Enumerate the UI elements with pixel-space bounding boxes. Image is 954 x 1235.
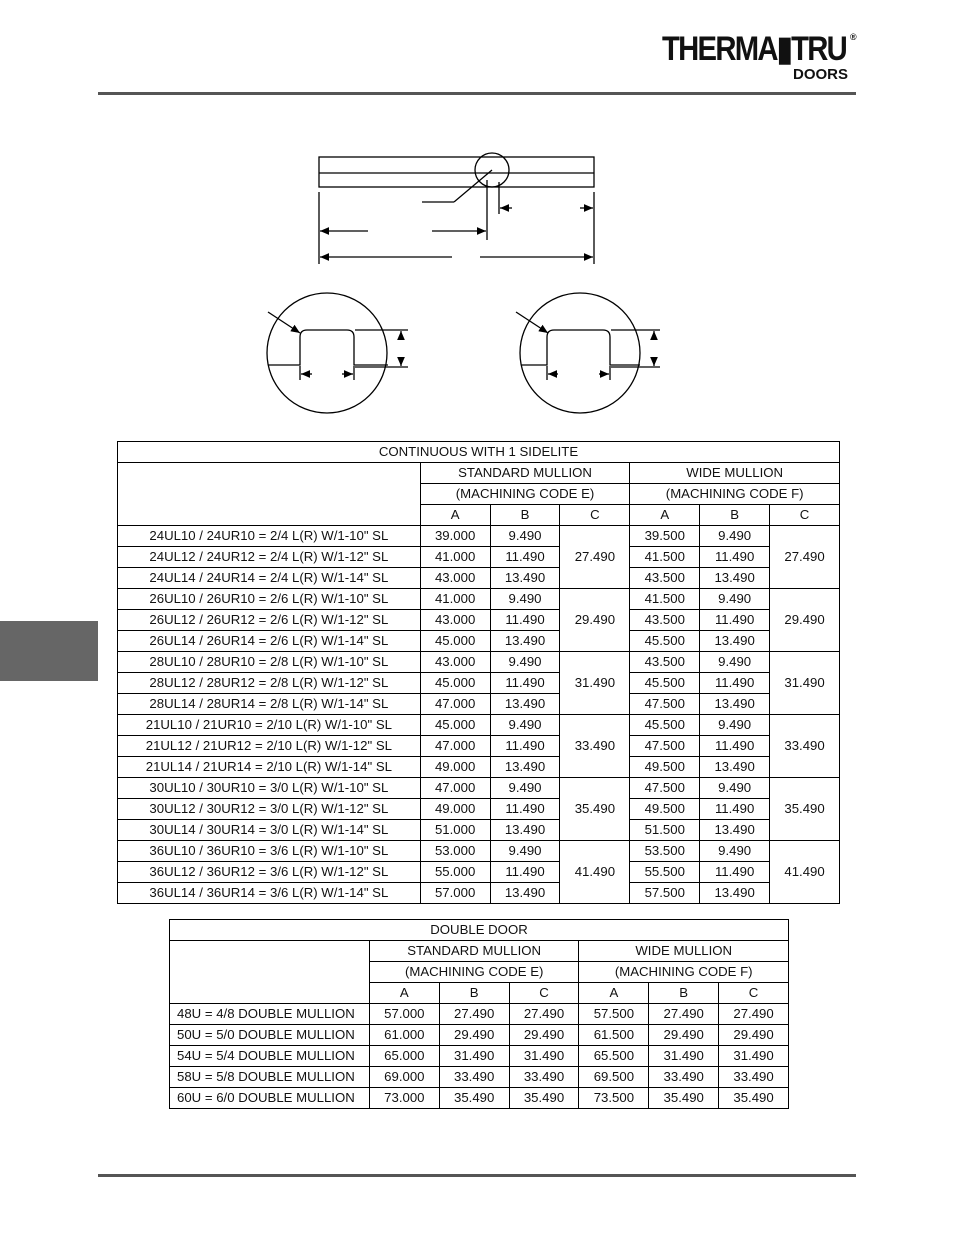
- wide-a-value: 65.500: [579, 1046, 649, 1067]
- wide-b-value: 9.490: [700, 778, 770, 799]
- wide-b-value: 13.490: [700, 568, 770, 589]
- wide-a-value: 39.500: [630, 526, 700, 547]
- standard-b-value: 9.490: [490, 715, 560, 736]
- wide-a-value: 51.500: [630, 820, 700, 841]
- col-header-a: A: [630, 505, 700, 526]
- standard-c-value: 29.490: [509, 1025, 579, 1046]
- wide-machining-code: (MACHINING CODE F): [630, 484, 840, 505]
- standard-mullion-header: STANDARD MULLION: [420, 463, 630, 484]
- col-header-b: B: [649, 983, 719, 1004]
- wide-c-value: 29.490: [770, 589, 840, 652]
- unit-label: 36UL12 / 36UR12 = 3/6 L(R) W/1-12" SL: [118, 862, 421, 883]
- standard-a-value: 69.000: [369, 1067, 439, 1088]
- wide-b-value: 35.490: [649, 1088, 719, 1109]
- standard-c-value: 33.490: [560, 715, 630, 778]
- wide-b-value: 9.490: [700, 526, 770, 547]
- standard-b-value: 27.490: [439, 1004, 509, 1025]
- standard-c-value: 31.490: [509, 1046, 579, 1067]
- detail-wide-mullion: [520, 293, 640, 413]
- table-row: [170, 1025, 789, 1046]
- standard-a-value: 53.000: [420, 841, 490, 862]
- standard-b-value: 9.490: [490, 778, 560, 799]
- standard-a-value: 49.000: [420, 799, 490, 820]
- standard-b-value: 9.490: [490, 589, 560, 610]
- wide-a-value: 47.500: [630, 736, 700, 757]
- standard-b-value: 13.490: [490, 631, 560, 652]
- wide-a-value: 45.500: [630, 631, 700, 652]
- standard-c-value: 33.490: [509, 1067, 579, 1088]
- wide-c-value: 31.490: [719, 1046, 789, 1067]
- standard-b-value: 11.490: [490, 673, 560, 694]
- standard-b-value: 29.490: [439, 1025, 509, 1046]
- unit-label: 54U = 5/4 DOUBLE MULLION: [170, 1046, 370, 1067]
- unit-label: 50U = 5/0 DOUBLE MULLION: [170, 1025, 370, 1046]
- wide-c-value: 33.490: [770, 715, 840, 778]
- standard-c-value: 27.490: [509, 1004, 579, 1025]
- wide-b-value: 11.490: [700, 610, 770, 631]
- unit-label: 28UL14 / 28UR14 = 2/8 L(R) W/1-14" SL: [118, 694, 421, 715]
- unit-label: 48U = 4/8 DOUBLE MULLION: [170, 1004, 370, 1025]
- detail-standard-mullion: [267, 293, 387, 413]
- standard-b-value: 11.490: [490, 547, 560, 568]
- table-row: [118, 778, 840, 799]
- wide-a-value: 45.500: [630, 715, 700, 736]
- table-row: [118, 862, 840, 883]
- wide-b-value: 13.490: [700, 757, 770, 778]
- table-row: [118, 736, 840, 757]
- wide-b-value: 11.490: [700, 862, 770, 883]
- table-row: [118, 526, 840, 547]
- wide-a-value: 49.500: [630, 799, 700, 820]
- wide-c-value: 35.490: [770, 778, 840, 841]
- double-door-dimension-table: [169, 919, 789, 1109]
- table-row: [118, 883, 840, 904]
- wide-a-value: 55.500: [630, 862, 700, 883]
- standard-c-value: 27.490: [560, 526, 630, 589]
- standard-b-value: 13.490: [490, 757, 560, 778]
- wide-a-value: 43.500: [630, 652, 700, 673]
- standard-a-value: 43.000: [420, 652, 490, 673]
- unit-label: 60U = 6/0 DOUBLE MULLION: [170, 1088, 370, 1109]
- wide-a-value: 57.500: [630, 883, 700, 904]
- col-header-a: A: [369, 983, 439, 1004]
- unit-label: 26UL14 / 26UR14 = 2/6 L(R) W/1-14" SL: [118, 631, 421, 652]
- wide-a-value: 45.500: [630, 673, 700, 694]
- standard-a-value: 41.000: [420, 547, 490, 568]
- unit-label: 24UL12 / 24UR12 = 2/4 L(R) W/1-12" SL: [118, 547, 421, 568]
- wide-b-value: 9.490: [700, 589, 770, 610]
- unit-frame: [319, 157, 594, 187]
- logo-doors-text: DOORS: [792, 66, 848, 83]
- wide-b-value: 11.490: [700, 673, 770, 694]
- col-header-c: C: [719, 983, 789, 1004]
- unit-label: 26UL10 / 26UR10 = 2/6 L(R) W/1-10" SL: [118, 589, 421, 610]
- wide-b-value: 13.490: [700, 631, 770, 652]
- table-row: [170, 1046, 789, 1067]
- table-row: [118, 841, 840, 862]
- unit-label: 26UL12 / 26UR12 = 2/6 L(R) W/1-12" SL: [118, 610, 421, 631]
- standard-b-value: 9.490: [490, 652, 560, 673]
- table-row: [118, 631, 840, 652]
- wide-c-value: 29.490: [719, 1025, 789, 1046]
- table-row: [118, 652, 840, 673]
- unit-label: 24UL14 / 24UR14 = 2/4 L(R) W/1-14" SL: [118, 568, 421, 589]
- blank-label-header: [118, 463, 421, 526]
- wide-a-value: 43.500: [630, 610, 700, 631]
- wide-b-value: 13.490: [700, 820, 770, 841]
- standard-b-value: 11.490: [490, 736, 560, 757]
- col-header-a: A: [420, 505, 490, 526]
- col-header-b: B: [439, 983, 509, 1004]
- standard-machining-code: (MACHINING CODE E): [420, 484, 630, 505]
- table-row: [170, 1067, 789, 1088]
- standard-b-value: 11.490: [490, 799, 560, 820]
- standard-b-value: 13.490: [490, 694, 560, 715]
- standard-a-value: 47.000: [420, 736, 490, 757]
- wide-machining-code: (MACHINING CODE F): [579, 962, 789, 983]
- wide-a-value: 47.500: [630, 694, 700, 715]
- standard-a-value: 49.000: [420, 757, 490, 778]
- wide-c-value: 31.490: [770, 652, 840, 715]
- standard-a-value: 73.000: [369, 1088, 439, 1109]
- unit-label: 30UL12 / 30UR12 = 3/0 L(R) W/1-12" SL: [118, 799, 421, 820]
- table-row: [170, 1004, 789, 1025]
- table-row: [118, 820, 840, 841]
- standard-a-value: 57.000: [369, 1004, 439, 1025]
- wide-b-value: 31.490: [649, 1046, 719, 1067]
- wide-a-value: 47.500: [630, 778, 700, 799]
- wide-a-value: 49.500: [630, 757, 700, 778]
- wide-b-value: 11.490: [700, 736, 770, 757]
- wide-mullion-header: WIDE MULLION: [579, 941, 789, 962]
- standard-b-value: 11.490: [490, 610, 560, 631]
- table-title: CONTINUOUS WITH 1 SIDELITE: [118, 442, 840, 463]
- standard-a-value: 55.000: [420, 862, 490, 883]
- wide-a-value: 53.500: [630, 841, 700, 862]
- standard-a-value: 61.000: [369, 1025, 439, 1046]
- unit-label: 36UL14 / 36UR14 = 3/6 L(R) W/1-14" SL: [118, 883, 421, 904]
- table-row: [118, 547, 840, 568]
- mullion-diagram: [0, 0, 954, 430]
- unit-label: 21UL10 / 21UR10 = 2/10 L(R) W/1-10" SL: [118, 715, 421, 736]
- standard-a-value: 65.000: [369, 1046, 439, 1067]
- table-row: [118, 589, 840, 610]
- wide-a-value: 69.500: [579, 1067, 649, 1088]
- standard-b-value: 13.490: [490, 568, 560, 589]
- unit-label: 24UL10 / 24UR10 = 2/4 L(R) W/1-10" SL: [118, 526, 421, 547]
- wide-c-value: 33.490: [719, 1067, 789, 1088]
- wide-a-value: 61.500: [579, 1025, 649, 1046]
- col-header-a: A: [579, 983, 649, 1004]
- table-row: [118, 694, 840, 715]
- standard-a-value: 47.000: [420, 694, 490, 715]
- standard-c-value: 29.490: [560, 589, 630, 652]
- col-header-c: C: [509, 983, 579, 1004]
- footer-rule: [98, 1174, 856, 1177]
- table-title: DOUBLE DOOR: [170, 920, 789, 941]
- col-header-c: C: [770, 505, 840, 526]
- standard-a-value: 41.000: [420, 589, 490, 610]
- unit-label: 30UL10 / 30UR10 = 3/0 L(R) W/1-10" SL: [118, 778, 421, 799]
- standard-a-value: 45.000: [420, 673, 490, 694]
- wide-mullion-header: WIDE MULLION: [630, 463, 840, 484]
- wide-b-value: 9.490: [700, 841, 770, 862]
- standard-b-value: 13.490: [490, 820, 560, 841]
- wide-c-value: 35.490: [719, 1088, 789, 1109]
- unit-label: 21UL12 / 21UR12 = 2/10 L(R) W/1-12" SL: [118, 736, 421, 757]
- wide-b-value: 33.490: [649, 1067, 719, 1088]
- wide-a-value: 41.500: [630, 589, 700, 610]
- unit-label: 28UL10 / 28UR10 = 2/8 L(R) W/1-10" SL: [118, 652, 421, 673]
- standard-b-value: 33.490: [439, 1067, 509, 1088]
- standard-a-value: 47.000: [420, 778, 490, 799]
- wide-c-value: 27.490: [719, 1004, 789, 1025]
- standard-c-value: 41.490: [560, 841, 630, 904]
- sidelite-dimension-table: [117, 441, 840, 904]
- logo-brand-text: THERMA▮TRU: [662, 30, 847, 68]
- wide-b-value: 29.490: [649, 1025, 719, 1046]
- standard-b-value: 9.490: [490, 526, 560, 547]
- table-row: [170, 1088, 789, 1109]
- standard-a-value: 43.000: [420, 610, 490, 631]
- unit-label: 30UL14 / 30UR14 = 3/0 L(R) W/1-14" SL: [118, 820, 421, 841]
- wide-a-value: 57.500: [579, 1004, 649, 1025]
- standard-c-value: 35.490: [560, 778, 630, 841]
- standard-b-value: 9.490: [490, 841, 560, 862]
- standard-a-value: 57.000: [420, 883, 490, 904]
- wide-a-value: 43.500: [630, 568, 700, 589]
- col-header-b: B: [700, 505, 770, 526]
- col-header-b: B: [490, 505, 560, 526]
- table-row: [118, 610, 840, 631]
- blank-label-header: [170, 941, 370, 1004]
- unit-label: 21UL14 / 21UR14 = 2/10 L(R) W/1-14" SL: [118, 757, 421, 778]
- standard-c-value: 31.490: [560, 652, 630, 715]
- wide-c-value: 27.490: [770, 526, 840, 589]
- table-row: [118, 673, 840, 694]
- standard-b-value: 35.490: [439, 1088, 509, 1109]
- table-row: [118, 568, 840, 589]
- standard-a-value: 39.000: [420, 526, 490, 547]
- wide-b-value: 13.490: [700, 883, 770, 904]
- wide-b-value: 11.490: [700, 799, 770, 820]
- standard-a-value: 45.000: [420, 631, 490, 652]
- standard-a-value: 51.000: [420, 820, 490, 841]
- col-header-c: C: [560, 505, 630, 526]
- standard-a-value: 43.000: [420, 568, 490, 589]
- wide-a-value: 73.500: [579, 1088, 649, 1109]
- standard-c-value: 35.490: [509, 1088, 579, 1109]
- logo-registered-mark: ®: [850, 32, 857, 42]
- table-row: [118, 757, 840, 778]
- standard-b-value: 13.490: [490, 883, 560, 904]
- wide-b-value: 9.490: [700, 652, 770, 673]
- standard-mullion-header: STANDARD MULLION: [369, 941, 579, 962]
- wide-b-value: 9.490: [700, 715, 770, 736]
- wide-a-value: 41.500: [630, 547, 700, 568]
- standard-b-value: 11.490: [490, 862, 560, 883]
- table-row: [118, 715, 840, 736]
- unit-label: 36UL10 / 36UR10 = 3/6 L(R) W/1-10" SL: [118, 841, 421, 862]
- wide-b-value: 27.490: [649, 1004, 719, 1025]
- wide-b-value: 11.490: [700, 547, 770, 568]
- unit-label: 28UL12 / 28UR12 = 2/8 L(R) W/1-12" SL: [118, 673, 421, 694]
- standard-machining-code: (MACHINING CODE E): [369, 962, 579, 983]
- table-row: [118, 799, 840, 820]
- wide-b-value: 13.490: [700, 694, 770, 715]
- standard-b-value: 31.490: [439, 1046, 509, 1067]
- standard-a-value: 45.000: [420, 715, 490, 736]
- unit-label: 58U = 5/8 DOUBLE MULLION: [170, 1067, 370, 1088]
- wide-c-value: 41.490: [770, 841, 840, 904]
- section-tab: [0, 621, 98, 681]
